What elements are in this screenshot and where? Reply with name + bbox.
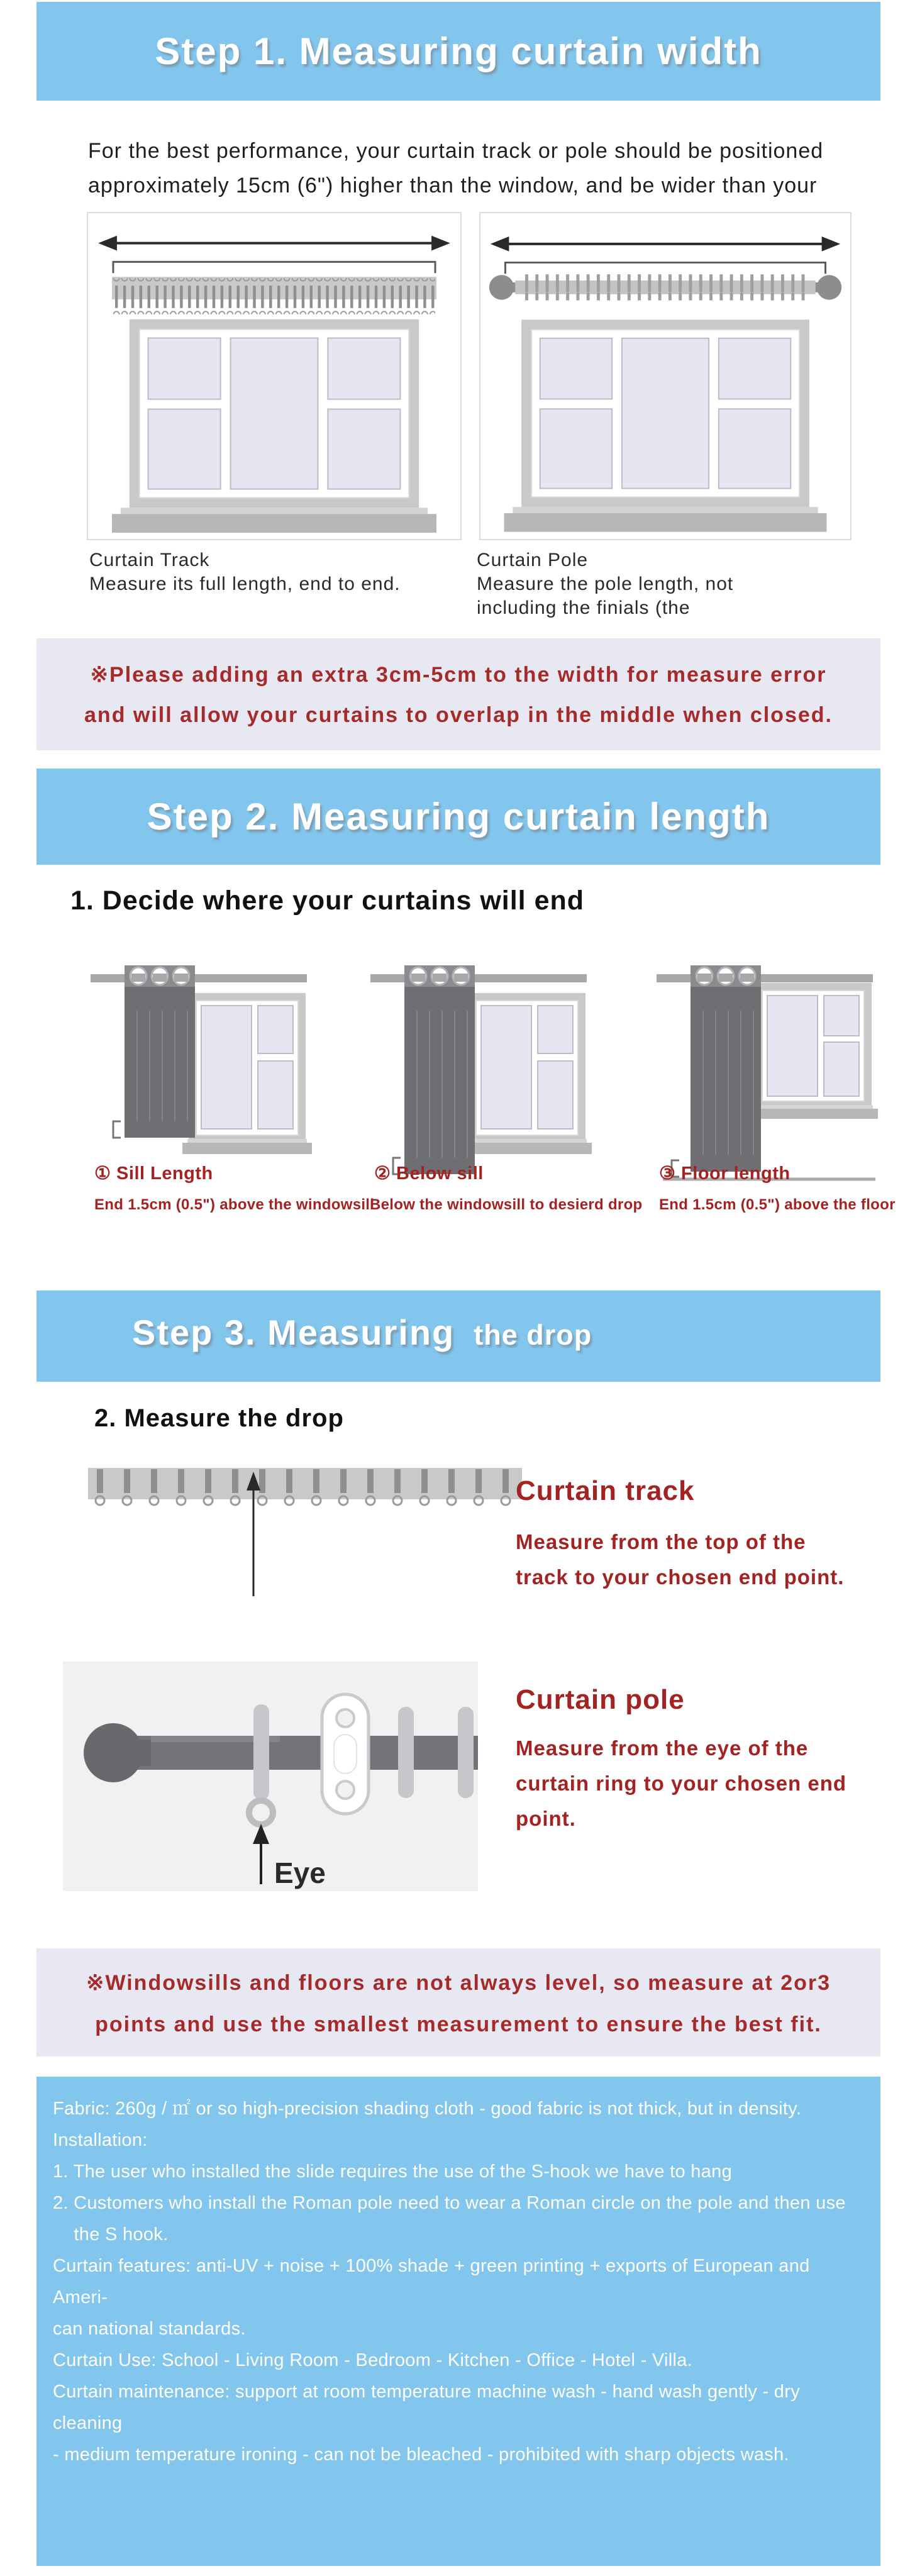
details-line: Curtain features: anti-UV + noise + 100% shade + green printing + exports of European and Ameri- bbox=[53, 2256, 810, 2307]
pole-caption bbox=[477, 548, 733, 620]
level-note-line1: ※Windowsills and floors are not always level, so measure at 2or3 bbox=[86, 1971, 831, 1995]
details-line: Curtain Use: School - Living Room - Bedroom - Kitchen - Office - Hotel - Villa. bbox=[53, 2350, 693, 2370]
step1-intro bbox=[88, 134, 823, 203]
curtain-pole-graphic bbox=[489, 274, 841, 300]
pole-body-line2: curtain ring to your chosen end bbox=[516, 1772, 847, 1795]
step3-title-main: Step 3. Measuring bbox=[132, 1313, 455, 1352]
floor-length-figure bbox=[654, 953, 880, 1192]
width-note bbox=[36, 638, 880, 750]
curtain-track-body bbox=[516, 1524, 844, 1595]
window-graphic bbox=[462, 993, 592, 1154]
width-arrow-icon bbox=[98, 236, 450, 251]
intro-line1: For the best performance, your curtain track or pole should be positioned bbox=[88, 139, 824, 163]
pole-eye-illustration bbox=[63, 1662, 478, 1891]
floor-length-graphic bbox=[654, 953, 880, 1192]
pole-caption-line1: Measure the pole length, not bbox=[477, 574, 734, 594]
track-caption-title: Curtain Track bbox=[89, 550, 210, 570]
step2-heading: 1. Decide where your curtains will end bbox=[70, 886, 585, 916]
window-graphic bbox=[504, 319, 826, 531]
details-line: - medium temperature ironing - can not be bleached - prohibited with sharp objects wash. bbox=[53, 2445, 789, 2465]
option2-desc: Below the windowsill to desierd drop bbox=[370, 1196, 643, 1213]
step1-header-band bbox=[36, 2, 880, 101]
eye-label: Eye bbox=[274, 1857, 326, 1889]
track-caption bbox=[89, 548, 401, 596]
option3-label: ③ Floor length bbox=[659, 1163, 791, 1184]
details-line: 1. The user who installed the slide requires the use of the S-hook we have to hang bbox=[53, 2162, 732, 2182]
curtain-ring bbox=[458, 1707, 474, 1798]
curtain-ring bbox=[398, 1707, 414, 1798]
product-details-panel bbox=[36, 2077, 880, 2566]
width-note-line1: ※Please adding an extra 3cm-5cm to the width for measure error bbox=[90, 663, 827, 687]
measure-bracket bbox=[505, 262, 825, 274]
step2-header-band bbox=[36, 769, 880, 865]
option1-desc: End 1.5cm (0.5") above the windowsill bbox=[94, 1196, 375, 1213]
option1-label: ① Sill Length bbox=[94, 1163, 213, 1184]
curtain-graphic bbox=[691, 965, 761, 1172]
step3-heading: 2. Measure the drop bbox=[94, 1404, 344, 1432]
pole-body-line3: point. bbox=[516, 1807, 576, 1830]
pole-graphic bbox=[657, 974, 873, 982]
measure-corner-mark bbox=[113, 1121, 121, 1138]
window-graphic bbox=[112, 319, 436, 533]
option2-label: ② Below sill bbox=[374, 1163, 484, 1184]
details-line: can national standards. bbox=[53, 2319, 246, 2339]
track-body-line2: track to your chosen end point. bbox=[516, 1565, 845, 1589]
width-note-line2: and will allow your curtains to overlap in the middle when closed. bbox=[84, 703, 833, 727]
pole-graphic bbox=[370, 974, 587, 982]
option3-desc: End 1.5cm (0.5") above the floor bbox=[659, 1196, 896, 1213]
window-graphic bbox=[748, 983, 878, 1119]
pole-window-graphic bbox=[480, 213, 850, 539]
window-graphic bbox=[182, 993, 312, 1154]
below-sill-graphic bbox=[368, 953, 594, 1192]
below-sill-figure bbox=[368, 953, 594, 1192]
step1-title: Step 1. Measuring curtain width bbox=[155, 30, 762, 72]
details-line: the S hook. bbox=[53, 2224, 169, 2245]
measure-bracket bbox=[113, 262, 435, 273]
curtain-track-illustration bbox=[87, 212, 462, 540]
width-arrow-icon bbox=[491, 236, 840, 252]
curtain-pole-body bbox=[516, 1731, 846, 1836]
details-line: Curtain maintenance: support at room temperature machine wash - hand wash gently - dry cleaning bbox=[53, 2382, 800, 2433]
sill-length-figure bbox=[88, 953, 314, 1192]
level-note bbox=[36, 1948, 880, 2057]
track-drop-illustration bbox=[88, 1464, 522, 1599]
up-arrow-icon bbox=[247, 1472, 260, 1596]
pole-caption-line2: including the finials (the bbox=[477, 597, 691, 618]
details-line: 2. Customers who install the Roman pole need to wear a Roman circle on the pole and then use bbox=[53, 2193, 846, 2213]
track-body-line1: Measure from the top of the bbox=[516, 1530, 806, 1553]
step3-header-band bbox=[36, 1291, 880, 1382]
intro-line2: approximately 15cm (6") higher than the window, and be wider than your bbox=[88, 174, 818, 197]
pole-graphic bbox=[91, 974, 307, 982]
curtain-pole-illustration bbox=[479, 212, 852, 540]
curtain-ring bbox=[253, 1704, 269, 1800]
level-note-line2: points and use the smallest measurement to ensure the best fit. bbox=[95, 2012, 822, 2036]
pole-caption-title: Curtain Pole bbox=[477, 550, 589, 570]
pole-eye-graphic bbox=[63, 1662, 478, 1891]
step2-title: Step 2. Measuring curtain length bbox=[147, 796, 770, 838]
track-caption-body: Measure its full length, end to end. bbox=[89, 574, 401, 594]
curtain-track-graphic bbox=[112, 277, 436, 314]
curtain-track-title: Curtain track bbox=[516, 1475, 695, 1506]
details-line: Installation: bbox=[53, 2130, 148, 2150]
pole-bracket bbox=[322, 1694, 369, 1814]
curtain-pole-title: Curtain pole bbox=[516, 1684, 685, 1715]
pole-body-line1: Measure from the eye of the bbox=[516, 1736, 809, 1760]
details-line: Fabric: 260g / ㎡ or so high-precision shading cloth - good fabric is not thick, but in density. bbox=[53, 2099, 802, 2119]
step3-title-sub: the drop bbox=[474, 1319, 592, 1351]
curtain-graphic bbox=[125, 965, 195, 1138]
track-window-graphic bbox=[88, 213, 460, 539]
track-drop-graphic bbox=[88, 1464, 522, 1599]
sill-length-graphic bbox=[88, 953, 314, 1192]
curtain-graphic bbox=[404, 965, 475, 1174]
